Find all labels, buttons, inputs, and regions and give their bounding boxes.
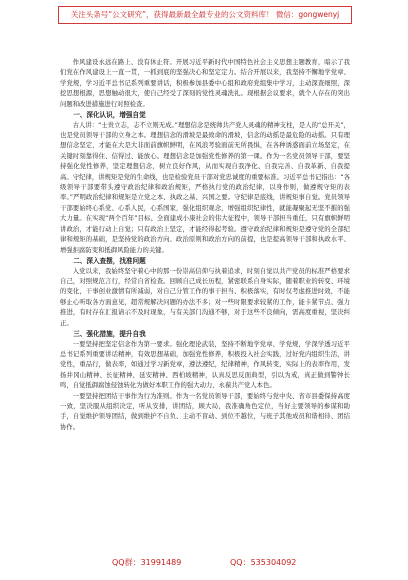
- intro-paragraph: 作风建设永远在路上、没有休止符。开展习近平新时代中国特色社会主义思想主题教育，暗示了我们党在作风建设上一直一贯，一抓到底的坚强决心和坚定定力。结合开展以来，我坚持不懈地学党章、学党规，学习近平总书记系列重要讲话，积极参加县委中心组和政府党组集中学习，主动深查细照，深挖思想根源，思想触动很大，使自己经受了深刻的党性灵魂洗礼。现根据会议要求，就个人存在的突出问题和改进措施进行对照检查。: [60, 59, 350, 108]
- body-paragraph: 入党以来，我始终坚守着心中的那一份崇高信仰与执着追求，时刻自觉以共产党员的标准严格要求自己，对照规范言行，经常自省检查。回顾自己成长历程，紧密联系自身实际，随着职业的转变、环境的变化，干事创业激情有所减弱，对自己分管工作的事干担当、积极落实，有时仅考虑推进时效，不能够止心听取各方面意见，超常规解决问题的办法不多；对一些时限要求较紧的工作，能卡紧节点、强力推进，有时存在汇报请示不及时现象，与有关部门沟通不够，对于这些不良倾向，需高度重视，坚决纠正。: [60, 267, 350, 327]
- body-paragraph: 古人讲：“士贵立志，志不立则无成。”理想信念是统帅共产党人灵魂的精神支柱，是人的“总开关”，也是党员领导干部的立身之本。理想信念的滑坡是最致命的滑坡，信念的动摇是最危险的动摇。只有理想信念坚定，才能在大是大非面前旗帜鲜明，在风浪考验面前无所畏惧，在各种诱惑面前立场坚定，在关键时刻靠得住、信得过、能放心。理想信念是加强党性修养的第一课。作为一名党员领导干部，要坚持强化党性修养，坚定理想信念，树立良好作风，从而实现自我净化、自我完善、自我革新、自我提高。守纪律，讲规矩是党的生命线，也是检验党员干部对党忠诚度的重要标准。习近平总书记指出：“各级领导干部要带头遵守政治纪律和政治规矩，严格执行党的政治纪律，以身作则，做遵规守矩的表率。”严明政治纪律和规矩是立党之本、执政之基、兴国之要。守纪律是底线，讲规矩事自觉。党员领导干部要始终心系党、心系人民，心系国家，强化组织观念，增强组织纪律性，就能凝聚起无坚不摧的强大力量。在实现“两个百年”目标、全面建成小康社会的伟大征程中，领导干部担当重任，只有旗帜鲜明讲政治，才能行动上自觉；只有政治上坚定，才能经得起考验。遵守政治纪律和规矩是遵守党的全部纪律和规矩的基础，是坚持党的政治方向、政治原则和政治方向的前提，也是提高领导干部和执政水平、增强拒腐防变和抵御风险能力的关键。: [60, 121, 350, 254]
- section-heading: 三、强化措施，提升自我: [73, 329, 146, 338]
- section-heading: 一、深化认识，增强自觉: [73, 111, 146, 120]
- footer-contact: [0, 556, 408, 570]
- document-body: [60, 58, 350, 433]
- section-heading: 二、深入查摆，找准问题: [73, 256, 146, 265]
- qq-group-text: QQ群：31991489: [112, 558, 182, 567]
- body-paragraph: 一要坚持把团结干事作为行为准则。作为一名党员领导干部，要始终与党中央、省市县委保持高度一致，坚决服从组织决定，听从安排，讲团结，顾大局，我准确角色定位，当好主要领导的参谋和助手，自觉维护领导团结，做到维护不自负、主动不盲动、到位不越位，与班子其他成员和谐相待、团结协作。: [60, 392, 350, 431]
- header-banner: 关注头条号“公文研究”，获得最新最全最专业的公文资料库！ 微信：gongwenyj: [58, 6, 352, 24]
- body-paragraph: 一要坚持把坚定信念作为第一要求。强化理论武装，坚持不断地学党章、学党规，学深学透习近平总书记系列重要讲话精神，有效思想基础，加强党性修养，积极投入社会实践，过好党内组织生活，讲党性，重品行，做表率，如通过学习新党章，遵法遵纪，纪律精神，作风转变，实际上的表率作用，发扬井冈山精神、长征精神、延安精神、西柏坡精神，认真反思反面典型，引以为戒，真正做到警钟长鸣，自觉抵御腐蚀侵蚀转化为做好本职工作的强大动力，永葆共产党人本色。: [60, 340, 350, 390]
- qq-number-text: QQ：535304092: [230, 558, 297, 567]
